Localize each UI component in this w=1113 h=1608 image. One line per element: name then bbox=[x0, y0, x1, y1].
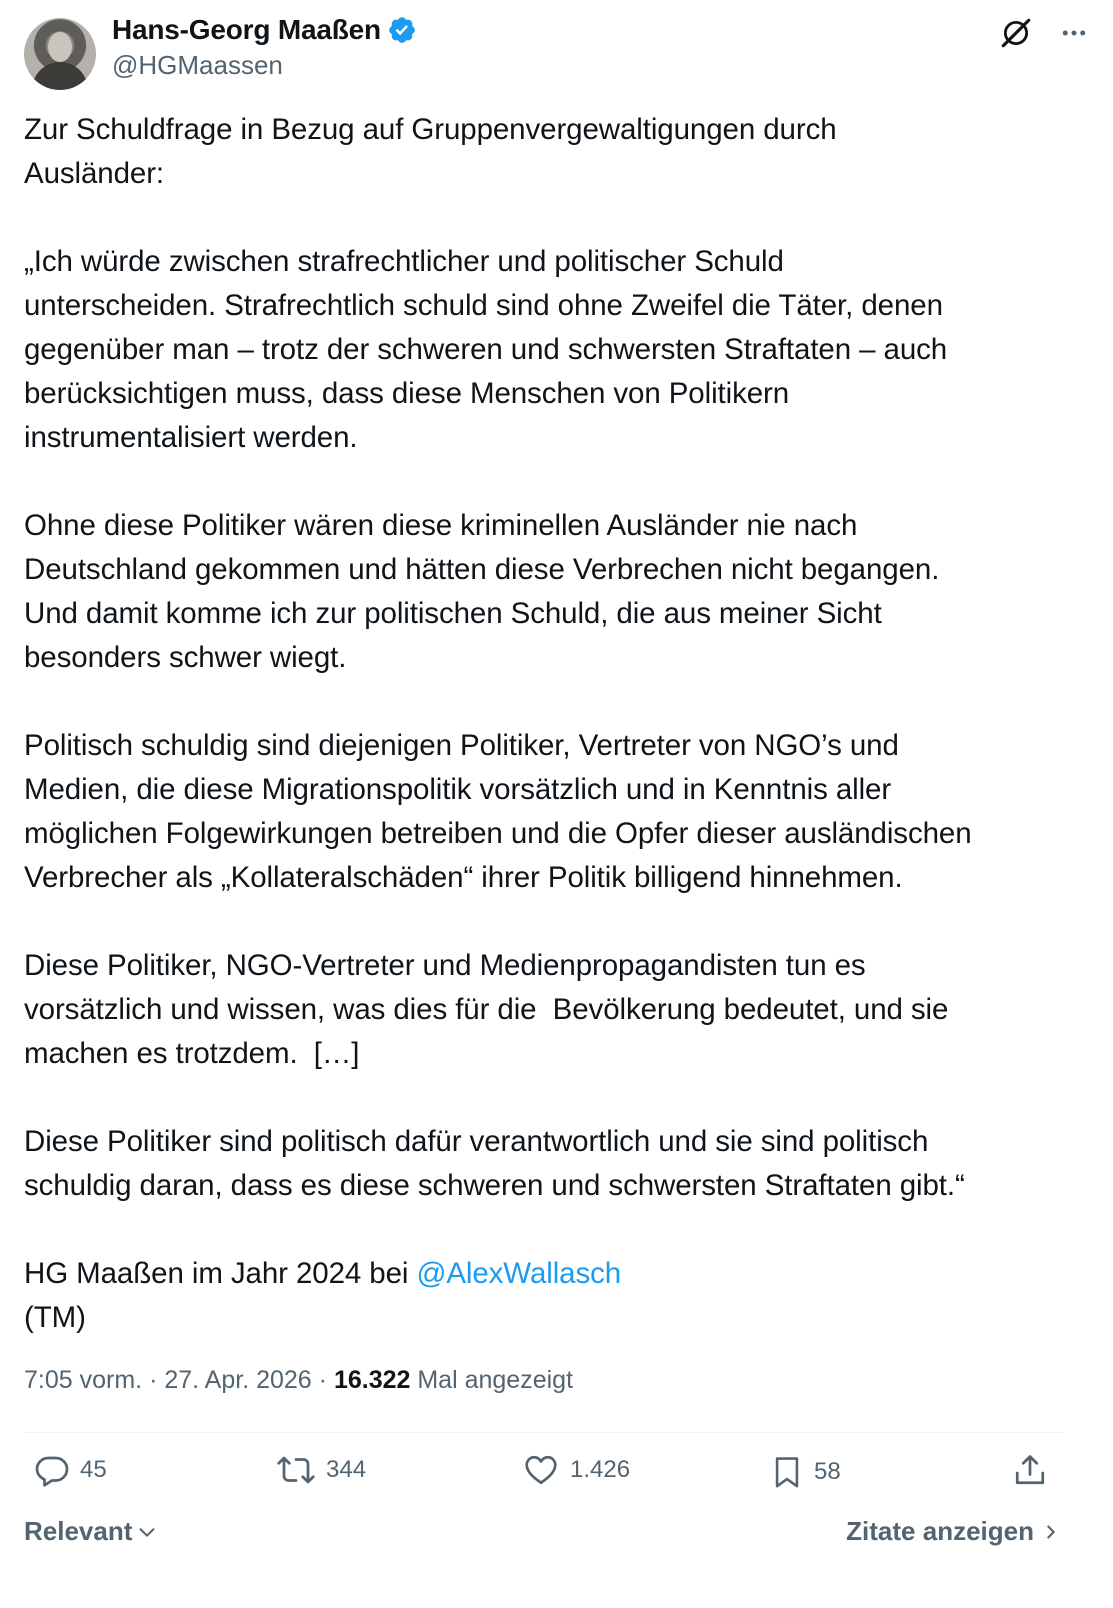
retweet-button[interactable] bbox=[276, 1452, 366, 1488]
views-count: 16.322 bbox=[333, 1366, 411, 1394]
like-icon bbox=[522, 1452, 560, 1488]
author-name-row[interactable] bbox=[112, 14, 417, 46]
mention-link[interactable]: @AlexWallasch bbox=[416, 1257, 622, 1290]
grok-icon[interactable] bbox=[999, 16, 1033, 50]
bookmark-count: 58 bbox=[814, 1458, 841, 1485]
retweet-icon bbox=[276, 1452, 316, 1488]
reply-button[interactable] bbox=[34, 1452, 107, 1488]
like-count: 1.426 bbox=[570, 1456, 631, 1483]
chevron-down-icon bbox=[136, 1521, 158, 1543]
replies-footer bbox=[24, 1516, 1060, 1556]
author-name[interactable]: Hans-Georg Maaßen bbox=[112, 14, 381, 45]
sort-label: Relevant bbox=[24, 1516, 133, 1546]
views-label: Mal angezeigt bbox=[417, 1366, 574, 1394]
meta-separator: · bbox=[318, 1366, 327, 1394]
like-button[interactable] bbox=[522, 1452, 630, 1488]
tweet-text bbox=[24, 108, 1074, 1340]
tweet-header bbox=[24, 12, 1089, 88]
bookmark-button[interactable] bbox=[770, 1452, 841, 1492]
avatar[interactable] bbox=[24, 18, 96, 90]
action-bar bbox=[24, 1452, 1064, 1508]
chevron-right-icon bbox=[1042, 1521, 1060, 1543]
tweet-date[interactable]: 27. Apr. 2026 bbox=[164, 1366, 312, 1394]
quotes-label: Zitate anzeigen bbox=[846, 1516, 1034, 1546]
tweet-text-tail: (TM) bbox=[24, 1301, 86, 1334]
divider bbox=[24, 1432, 1064, 1433]
tweet-text-main: Zur Schuldfrage in Bezug auf Gruppenvergewaltigungen durch Ausländer: „Ich würde zwischen strafrechtlicher und politischer Schuld unterscheiden. Strafrechtlich schuld sind ohne Zweifel die Täter, denen gegenüber man – trotz der schweren und schwersten Straftaten – auch berücksichtigen muss, dass diese Menschen von Politikern instrumentalisiert werden. Ohne diese Politiker wären diese kriminellen Ausländer nie nach Deutschland gekommen und hätten diese Verbrechen nicht begangen. Und damit komme ich zur politischen Schuld, die aus meiner Sicht besonders schwer wiegt. Politisch schuldig sind diejenigen Politiker, Vertreter von NGO’s und Medien, die diese Migrationspolitik vorsätzlich und in Kenntnis aller möglichen Folgewirkungen betreiben und die Opfer dieser ausländischen Verbrecher als „Kollateralschäden“ ihrer Politik billigend hinnehmen. Diese Politiker, NGO-Vertreter und Medienpropagandisten tun es vorsätzlich und wissen, was dies für die Bevölkerung bedeutet, und sie machen es trotzdem. […] Diese Politiker sind politisch dafür verantwortlich und sie sind politisch schuldig daran, dass es diese schweren und schwersten Straftaten gibt.“ HG Maaßen im Jahr 2024 bei bbox=[24, 113, 972, 1290]
retweet-count: 344 bbox=[326, 1456, 367, 1483]
more-icon[interactable] bbox=[1059, 18, 1089, 48]
show-quotes-link[interactable] bbox=[846, 1516, 1060, 1547]
meta-separator: · bbox=[149, 1366, 158, 1394]
tweet-meta bbox=[24, 1366, 573, 1395]
verified-badge-icon bbox=[387, 15, 417, 45]
sort-dropdown[interactable] bbox=[24, 1516, 158, 1547]
share-icon bbox=[1012, 1452, 1048, 1488]
tweet-time[interactable]: 7:05 vorm. bbox=[24, 1366, 143, 1394]
author-handle[interactable]: @HGMaassen bbox=[112, 50, 283, 80]
reply-count: 45 bbox=[80, 1456, 107, 1483]
bookmark-icon bbox=[770, 1452, 804, 1492]
reply-icon bbox=[34, 1452, 70, 1488]
share-button[interactable] bbox=[1012, 1452, 1048, 1488]
